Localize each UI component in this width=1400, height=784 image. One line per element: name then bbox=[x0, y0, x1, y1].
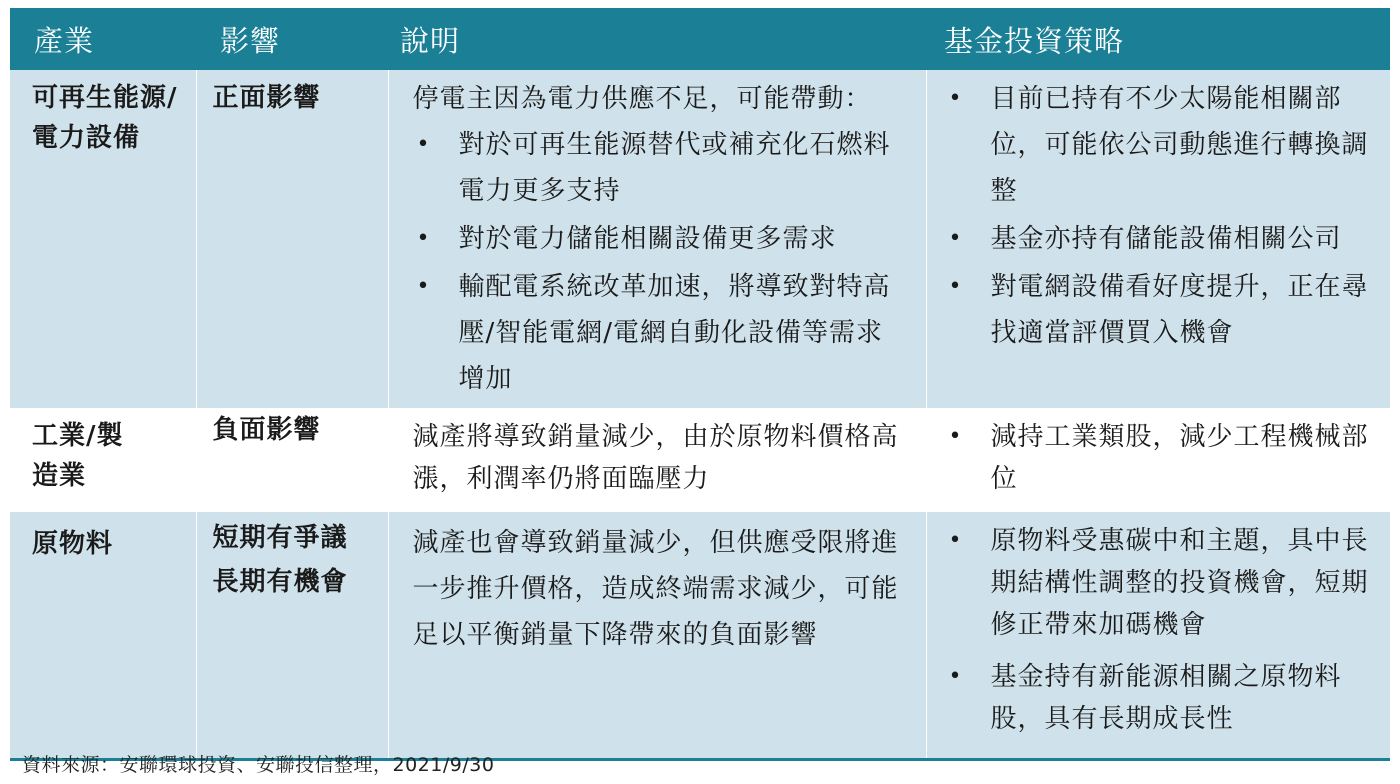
bullet-icon: • bbox=[948, 274, 963, 299]
header-row bbox=[10, 8, 1390, 70]
header-fund-strategy: 基金投資策略 bbox=[926, 8, 1390, 70]
table-header bbox=[10, 8, 1390, 70]
list-item-text: 對於可再生能源替代或補充化石燃料電力更多支持 bbox=[458, 130, 891, 206]
table-row bbox=[10, 70, 1390, 408]
list-item-text: 輸配電系統改革加速，將導致對特高壓/智能電網/電網自動化設備等需求增加 bbox=[458, 272, 891, 394]
impact-line-2: 長期有機會 bbox=[212, 567, 348, 597]
industry-cell: 原物料 bbox=[10, 512, 196, 758]
bullet-icon: • bbox=[948, 86, 963, 111]
table-body bbox=[10, 70, 1390, 758]
industry-impact-table bbox=[10, 8, 1390, 758]
table-row bbox=[10, 408, 1390, 512]
bullet-icon: • bbox=[948, 226, 963, 251]
list-item bbox=[413, 216, 904, 262]
description-cell bbox=[388, 408, 926, 512]
list-item bbox=[945, 656, 1373, 740]
list-item-text: 原物料受惠碳中和主題，具中長期結構性調整的投資機會，短期修正帶來加碼機會 bbox=[990, 526, 1369, 640]
header-industry: 產業 bbox=[10, 8, 196, 70]
description-cell bbox=[388, 70, 926, 408]
industry-impact-table-container bbox=[10, 8, 1390, 761]
list-item bbox=[945, 416, 1373, 500]
strategy-bullets bbox=[945, 416, 1373, 500]
impact-cell: 正面影響 bbox=[196, 70, 388, 408]
strategy-cell bbox=[926, 70, 1390, 408]
list-item bbox=[945, 216, 1373, 262]
bullet-icon: • bbox=[948, 664, 963, 689]
bullet-icon: • bbox=[948, 424, 963, 449]
impact-line-1: 短期有爭議 bbox=[212, 523, 348, 553]
description-intro: 停電主因為電力供應不足，可能帶動： bbox=[412, 84, 872, 114]
list-item bbox=[945, 76, 1373, 214]
strategy-bullets bbox=[945, 520, 1373, 740]
bullet-icon: • bbox=[948, 528, 963, 553]
list-item-text: 基金持有新能源相關之原物料股，具有長期成長性 bbox=[990, 662, 1342, 734]
bullet-icon: • bbox=[416, 226, 431, 251]
strategy-bullets bbox=[945, 76, 1373, 356]
description-text: 減產將導致銷量減少，由於原物料價格高漲，利潤率仍將面臨壓力 bbox=[412, 422, 899, 494]
impact-cell bbox=[196, 512, 388, 758]
list-item-text: 對電網設備看好度提升，正在尋找適當評價買入機會 bbox=[990, 272, 1369, 348]
list-item bbox=[945, 264, 1373, 356]
list-item bbox=[945, 520, 1373, 646]
bullet-icon: • bbox=[416, 274, 431, 299]
list-item bbox=[413, 122, 904, 214]
source-note: 資料來源：安聯環球投資、安聯投信整理，2021/9/30 bbox=[22, 754, 495, 776]
description-text: 減產也會導致銷量減少，但供應受限將進一步推升價格，造成終端需求減少，可能足以平衡銷量下降帶來的負面影響 bbox=[412, 528, 899, 650]
strategy-cell bbox=[926, 512, 1390, 758]
description-cell bbox=[388, 512, 926, 758]
header-description: 說明 bbox=[388, 8, 926, 70]
list-item-text: 對於電力儲能相關設備更多需求 bbox=[458, 224, 837, 254]
strategy-cell bbox=[926, 408, 1390, 512]
list-item-text: 目前已持有不少太陽能相關部位，可能依公司動態進行轉換調整 bbox=[990, 84, 1369, 206]
description-bullets bbox=[413, 122, 904, 402]
industry-cell: 工業/製造業 bbox=[10, 408, 196, 512]
list-item-text: 減持工業類股，減少工程機械部位 bbox=[990, 422, 1369, 494]
industry-cell: 可再生能源/電力設備 bbox=[10, 70, 196, 408]
list-item-text: 基金亦持有儲能設備相關公司 bbox=[990, 224, 1342, 254]
list-item bbox=[413, 264, 904, 402]
impact-cell: 負面影響 bbox=[196, 408, 388, 512]
bullet-icon: • bbox=[416, 132, 431, 157]
header-impact: 影響 bbox=[196, 8, 388, 70]
table-row bbox=[10, 512, 1390, 758]
